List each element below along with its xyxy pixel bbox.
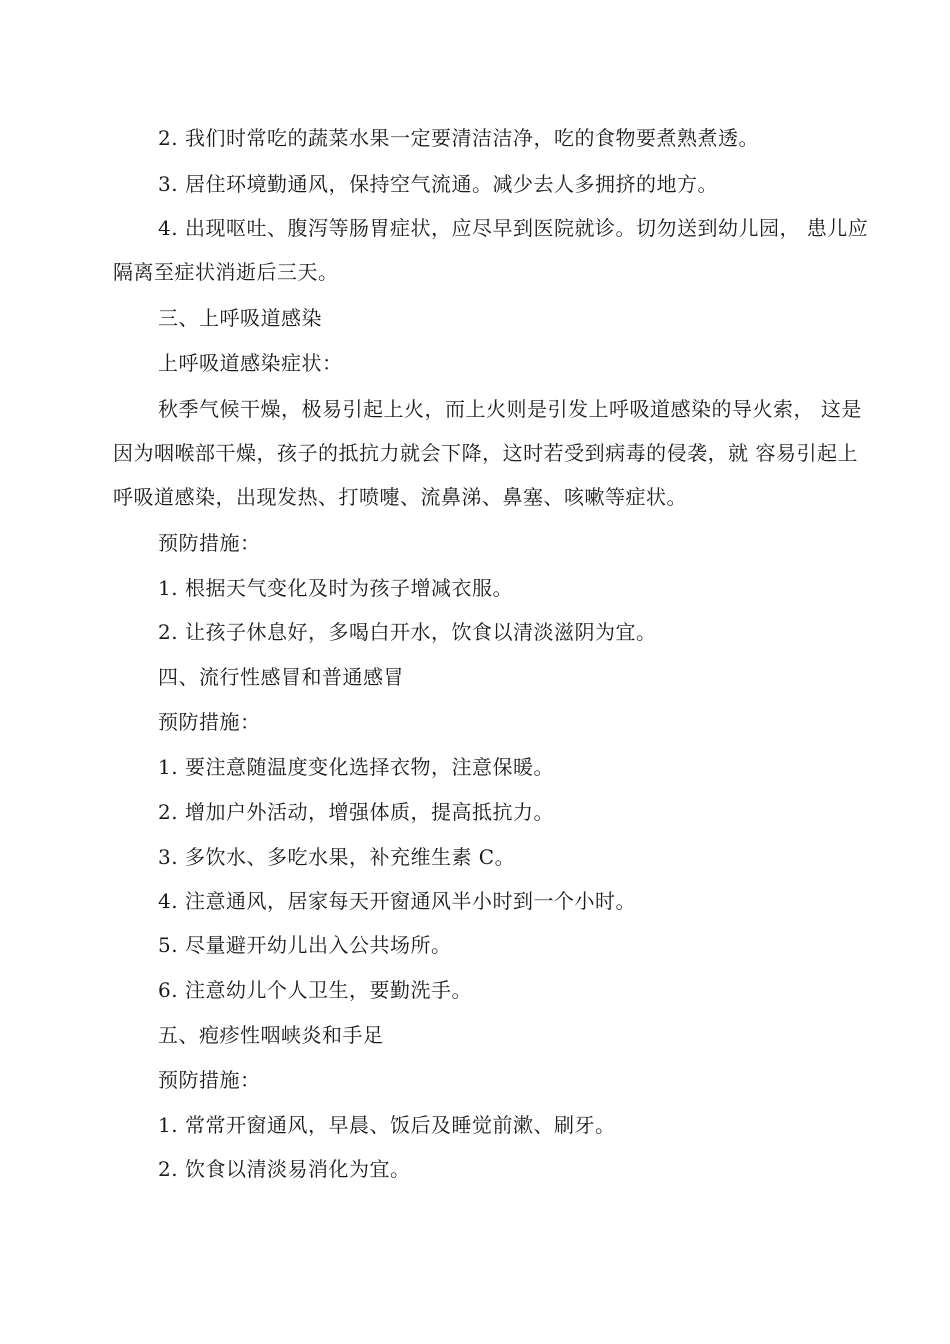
section-heading: 三、上呼吸道感染	[158, 306, 322, 330]
paragraph-line: 2. 我们时常吃的蔬菜水果一定要清洁洁净，吃的食物要煮熟煮透。	[158, 126, 759, 150]
section-heading: 五、疱疹性咽峡炎和手足	[158, 1023, 384, 1047]
paragraph-line: 呼吸道感染，出现发热、打喷嚏、流鼻涕、鼻塞、咳嗽等症状。	[113, 485, 687, 509]
list-item: 4. 注意通风，居家每天开窗通风半小时到一个小时。	[158, 889, 636, 913]
paragraph-line: 4. 出现呕吐、腹泻等肠胃症状，应尽早到医院就诊。切勿送到幼儿园， 患儿应	[158, 216, 869, 240]
list-item: 2. 增加户外活动，增强体质，提高抵抗力。	[158, 800, 554, 824]
paragraph-line: 秋季气候干燥，极易引起上火，而上火则是引发上呼吸道感染的导火索， 这是	[158, 397, 862, 421]
list-item: 1. 要注意随温度变化选择衣物，注意保暖。	[158, 755, 554, 779]
list-item: 5. 尽量避开幼儿出入公共场所。	[158, 933, 452, 957]
subheading: 预防措施：	[158, 1068, 261, 1092]
subheading: 预防措施：	[158, 710, 261, 734]
paragraph-line: 隔离至症状消逝后三天。	[113, 260, 339, 284]
subheading: 上呼吸道感染症状：	[158, 351, 343, 375]
list-item: 1. 根据天气变化及时为孩子增减衣服。	[158, 576, 513, 600]
list-item: 1. 常常开窗通风，早晨、饭后及睡觉前漱、刷牙。	[158, 1113, 616, 1137]
paragraph-line: 因为咽喉部干燥，孩子的抵抗力就会下降，这时若受到病毒的侵袭，就 容易引起上	[113, 441, 858, 465]
section-heading: 四、流行性感冒和普通感冒	[158, 665, 404, 689]
list-item: 3. 多饮水、多吃水果，补充维生素 C。	[158, 845, 516, 869]
subheading: 预防措施：	[158, 531, 261, 555]
list-item: 2. 饮食以清淡易消化为宜。	[158, 1157, 411, 1181]
list-item: 6. 注意幼儿个人卫生，要勤洗手。	[158, 978, 472, 1002]
list-item: 2. 让孩子休息好，多喝白开水，饮食以清淡滋阴为宜。	[158, 620, 657, 644]
paragraph-line: 3. 居住环境勤通风，保持空气流通。减少去人多拥挤的地方。	[158, 172, 718, 196]
